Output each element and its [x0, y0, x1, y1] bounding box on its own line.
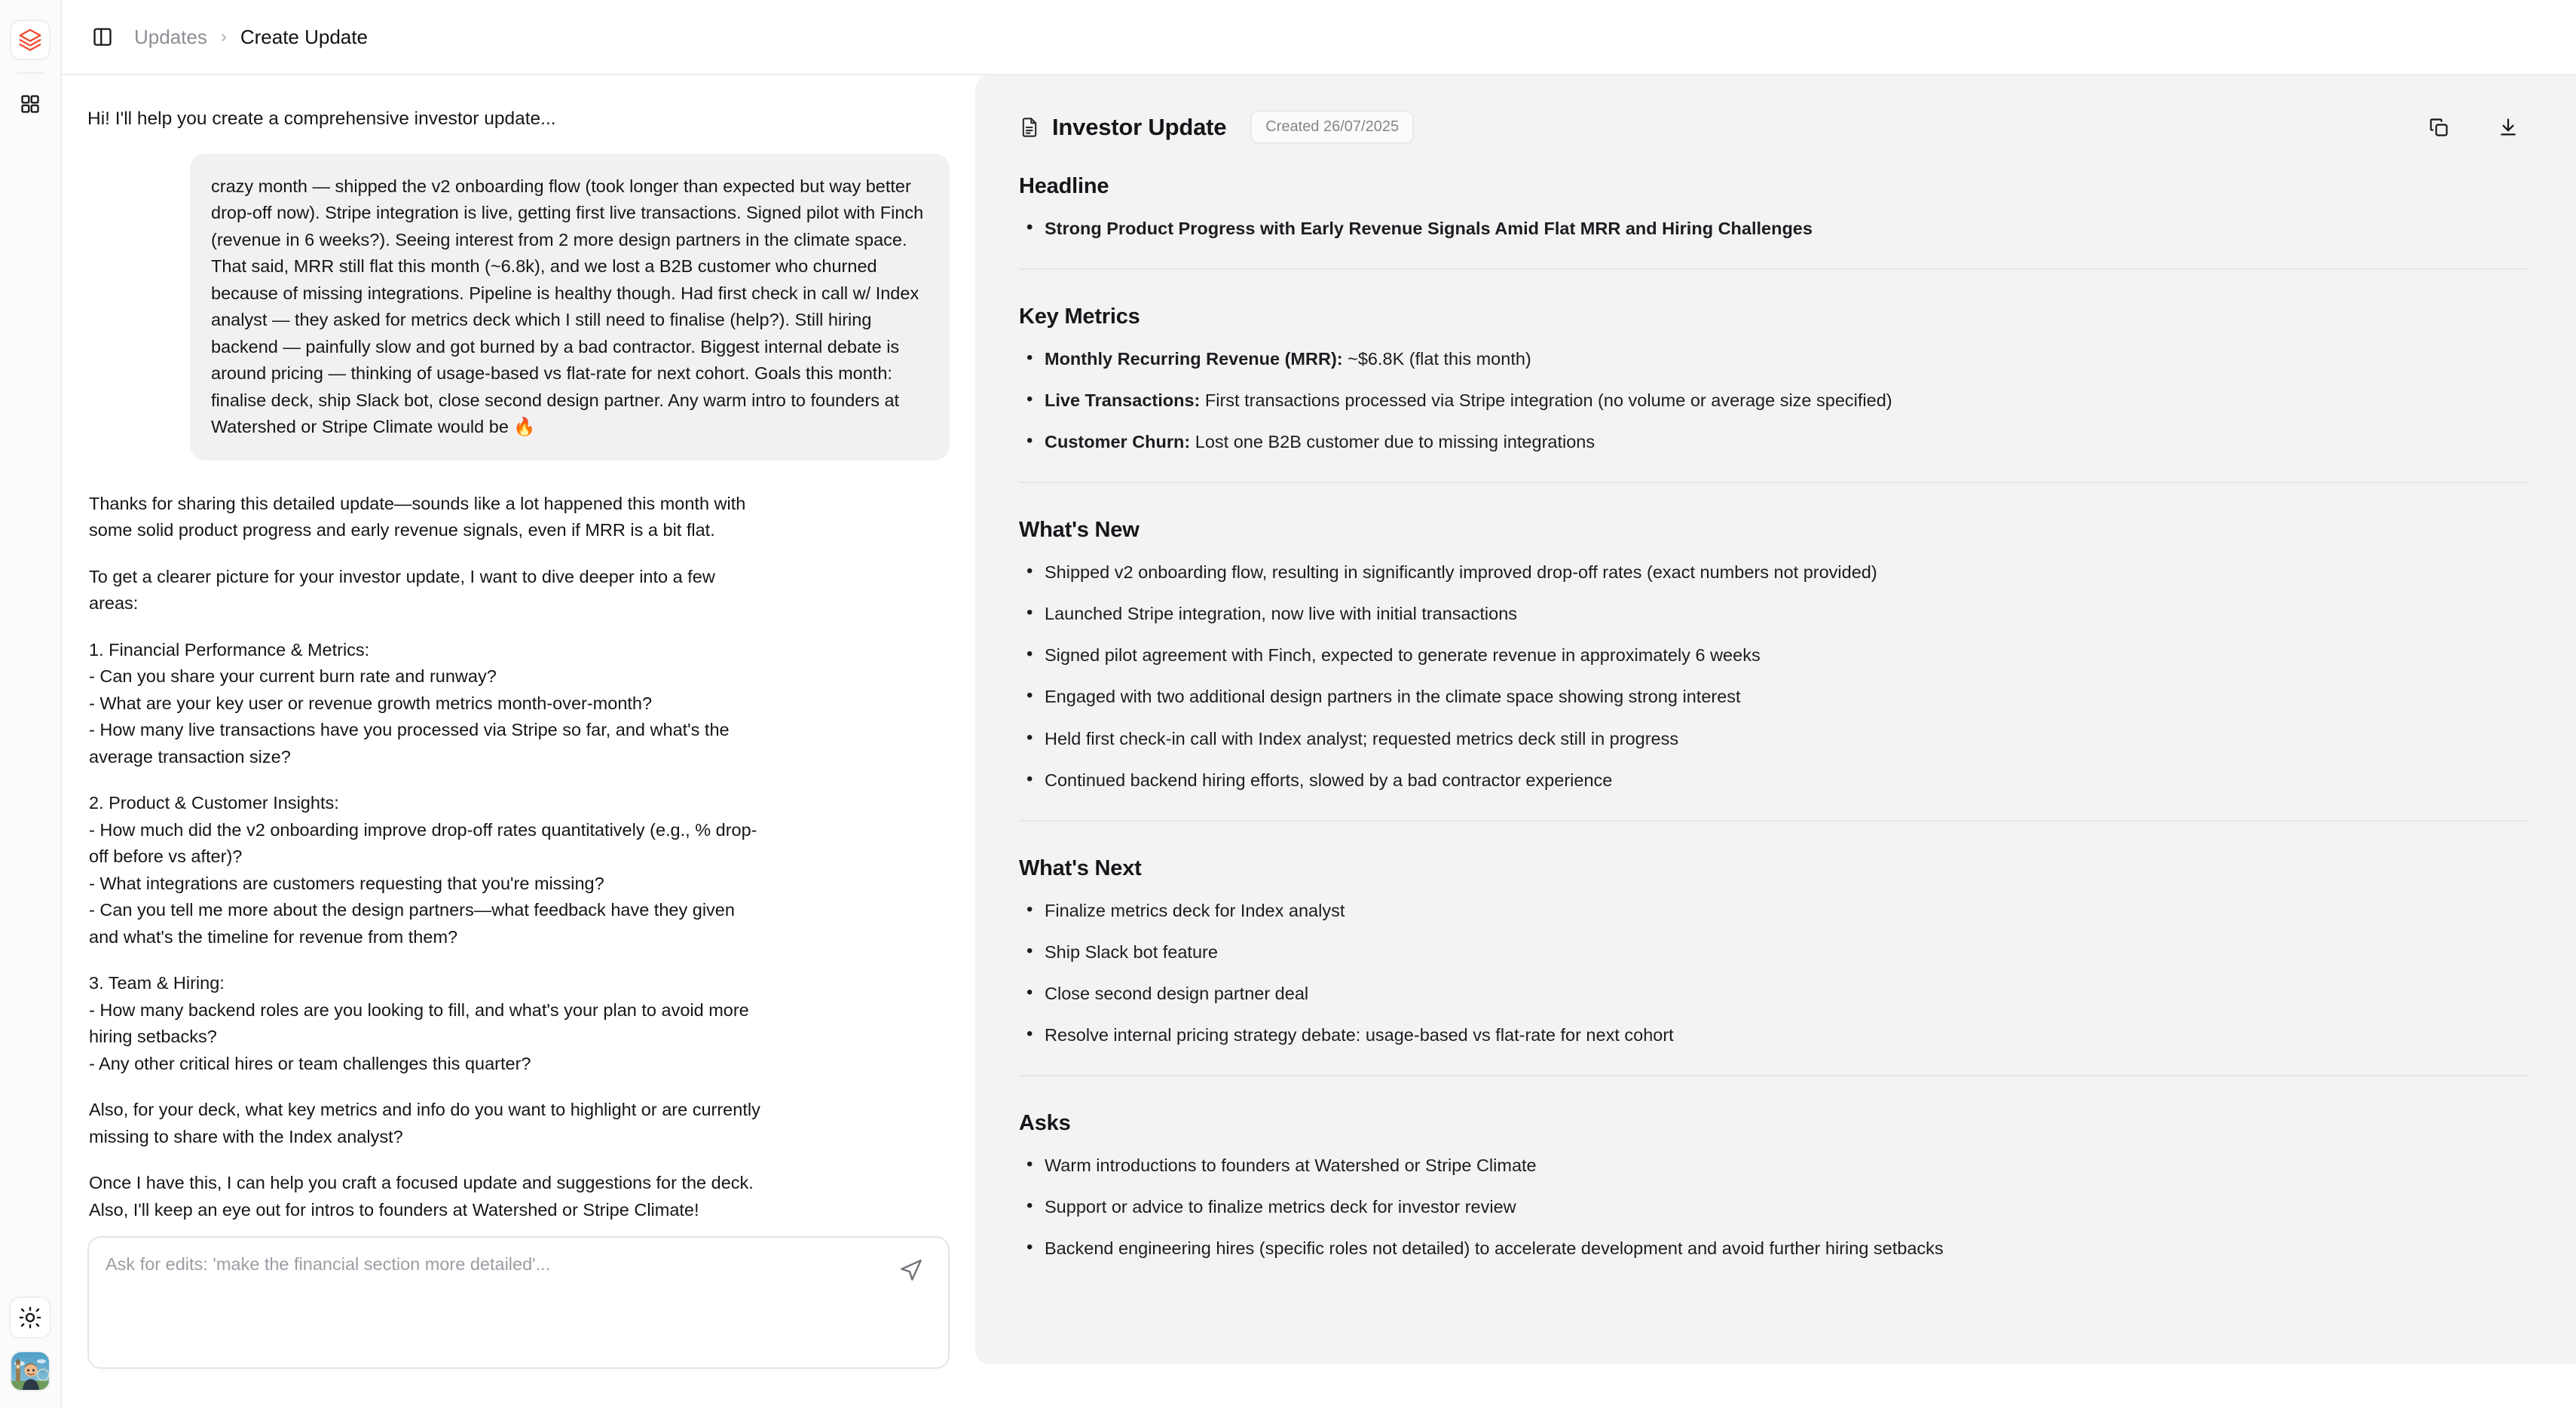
assistant-section-1-line-2: - What are your key user or revenue growth metrics month-over-month?: [89, 693, 653, 713]
document-actions: [2424, 112, 2529, 142]
layers-stack-icon: [18, 28, 42, 52]
chat-intro-message: Hi! I'll help you create a comprehensive investor update...: [87, 109, 556, 129]
assistant-closing-line-2: Also, I'll keep an eye out for intros to founders at Watershed or Stripe Climate!: [89, 1199, 699, 1220]
breadcrumb: [134, 26, 368, 49]
list-item: [1019, 767, 2529, 793]
assistant-section-3-title: 3. Team & Hiring:: [89, 973, 225, 993]
list-item-label: Customer Churn:: [1045, 432, 1191, 452]
section-list: [1019, 559, 2529, 792]
list-item-text: First transactions processed via Stripe integration (no volume or average size specified): [1200, 390, 1892, 411]
document-section: [1019, 268, 2529, 482]
user-avatar-image: [11, 1352, 49, 1390]
list-item: [1019, 726, 2529, 751]
list-item-text: Backend engineering hires (specific roles not detailed) to accelerate development and avoid further hiring setbacks: [1045, 1238, 1944, 1258]
list-item: [1019, 601, 2529, 626]
assistant-section-team: [89, 970, 767, 1077]
section-heading: What's Next: [1019, 856, 1142, 880]
list-item: [1019, 1235, 2529, 1261]
grid-apps-icon: [20, 93, 41, 115]
user-message-row: [87, 154, 950, 461]
list-item: [1019, 684, 2529, 709]
list-item: [1019, 1152, 2529, 1178]
breadcrumb-parent[interactable]: Updates: [134, 25, 207, 48]
assistant-section-2-line-2: - What integrations are customers requesting that you're missing?: [89, 873, 604, 893]
left-rail: [0, 0, 62, 1408]
assistant-paragraph-1: Thanks for sharing this detailed update—sounds like a lot happened this month with some solid product progress and early revenue signals, even if MRR is a bit flat.: [89, 493, 746, 540]
assistant-section-3-line-2: - Any other critical hires or team challenges this quarter?: [89, 1053, 531, 1073]
top-bar: [62, 0, 2576, 75]
sidebar-item-apps[interactable]: [11, 84, 50, 124]
assistant-section-2-title: 2. Product & Customer Insights:: [89, 793, 339, 813]
list-item: [1019, 387, 2529, 413]
list-item-text: Resolve internal pricing strategy debate: usage-based vs flat-rate for next cohort: [1045, 1024, 1674, 1045]
avatar[interactable]: [10, 1351, 50, 1391]
list-item: [1019, 642, 2529, 668]
download-button[interactable]: [2493, 112, 2523, 142]
list-item-label: Live Transactions:: [1045, 390, 1201, 411]
composer[interactable]: [87, 1236, 950, 1369]
list-item-text: Strong Product Progress with Early Revenue Signals Amid Flat MRR and Hiring Challenges: [1045, 219, 1813, 238]
panel-left-icon: [92, 26, 113, 47]
list-item-text: Finalize metrics deck for Index analyst: [1045, 900, 1345, 920]
document-body: [975, 144, 2576, 1288]
section-list: [1019, 346, 2529, 455]
body-row: [62, 75, 2576, 1408]
assistant-section-financial: [89, 637, 767, 770]
assistant-closing-line-1: Once I have this, I can help you craft a focused update and suggestions for the deck.: [89, 1173, 754, 1193]
list-item-text: Shipped v2 onboarding flow, resulting in significantly improved drop-off rates (exact numbers not provided): [1045, 562, 1877, 583]
document-panel: [975, 75, 2576, 1364]
theme-toggle-button[interactable]: [9, 1296, 51, 1339]
chat-input[interactable]: [106, 1254, 880, 1275]
section-heading: Asks: [1019, 1110, 1071, 1135]
document-title: Investor Update: [1052, 113, 1227, 140]
assistant-section-1-title: 1. Financial Performance & Metrics:: [89, 639, 370, 660]
assistant-section-1-line-1: - Can you share your current burn rate and runway?: [89, 666, 497, 687]
assistant-closing: [89, 1170, 767, 1223]
app-logo[interactable]: [10, 20, 50, 60]
list-item: [1019, 1194, 2529, 1220]
assistant-section-3-line-1: - How many backend roles are you looking to fill, and what's your plan to avoid more hiring setbacks?: [89, 999, 749, 1047]
section-list: [1019, 898, 2529, 1048]
list-item-text: Held first check-in call with Index analyst; requested metrics deck still in progress: [1045, 728, 1679, 748]
section-list: [1019, 216, 2529, 241]
list-item: [1019, 429, 2529, 455]
list-item: [1019, 559, 2529, 585]
list-item-text: Lost one B2B customer due to missing integrations: [1190, 432, 1595, 452]
list-item-text: Ship Slack bot feature: [1045, 941, 1218, 962]
list-item-text: Signed pilot agreement with Finch, expected to generate revenue in approximately 6 weeks: [1045, 645, 1761, 666]
chat-scroll-area[interactable]: [62, 75, 975, 1224]
list-item: [1019, 898, 2529, 923]
document-section: [1019, 820, 2529, 1075]
list-item: [1019, 1022, 2529, 1048]
composer-wrapper: [62, 1224, 975, 1408]
panel-toggle-button[interactable]: [87, 22, 118, 52]
copy-icon: [2428, 117, 2449, 138]
section-heading: What's New: [1019, 518, 1140, 543]
section-heading: Key Metrics: [1019, 305, 1140, 329]
sun-icon: [19, 1306, 41, 1329]
document-wrapper: [975, 75, 2576, 1408]
assistant-message: [87, 491, 950, 1223]
file-text-icon: [1019, 117, 1040, 138]
assistant-section-2-line-3: - Can you tell me more about the design partners—what feedback have they given and what's the timeline for revenue from them?: [89, 900, 735, 947]
list-item-text: Warm introductions to founders at Watershed or Stripe Climate: [1045, 1155, 1537, 1175]
send-button[interactable]: [894, 1253, 929, 1287]
document-created-badge: Created 26/07/2025: [1250, 110, 1414, 144]
list-item: [1019, 216, 2529, 241]
chat-column: [62, 75, 975, 1408]
download-icon: [2498, 117, 2519, 138]
copy-button[interactable]: [2424, 112, 2454, 142]
breadcrumb-separator-icon: ›: [220, 26, 227, 47]
assistant-section-product: [89, 790, 767, 950]
list-item-text: Continued backend hiring efforts, slowed by a bad contractor experience: [1045, 770, 1613, 790]
document-section: [1019, 174, 2529, 268]
list-item: [1019, 346, 2529, 372]
document-section: [1019, 1075, 2529, 1288]
assistant-section-2-line-1: - How much did the v2 onboarding improve drop-off rates quantitatively (e.g., % drop-off before vs after)?: [89, 819, 757, 867]
list-item-text: Support or advice to finalize metrics deck for investor review: [1045, 1196, 1516, 1217]
assistant-paragraph-3: Also, for your deck, what key metrics and info do you want to highlight or are currently missing to share with the Index analyst?: [89, 1100, 760, 1146]
list-item: [1019, 939, 2529, 965]
breadcrumb-current: Create Update: [240, 25, 368, 48]
rail-divider: [17, 72, 44, 74]
document-section: [1019, 482, 2529, 819]
assistant-section-1-line-3: - How many live transactions have you processed via Stripe so far, and what's the average transaction size?: [89, 720, 730, 767]
user-message-bubble: crazy month — shipped the v2 onboarding flow (took longer than expected but way better drop-off now). Stripe integration is live, getting first live transactions. Signed pilot with Finch (revenue in 6 weeks?). Seeing interest from 2 more design partners in the climate space. That said, MRR still flat this month (~6.8k), and we lost a B2B customer who churned because of missing integrations. Pipeline is healthy though. Had first check in call w/ Index analyst — they asked for metrics deck which I still need to finalise (help?). Still hiring backend — painfully slow and got burned by a bad contractor. Biggest internal debate is around pricing — thinking of usage-based vs flat-rate for next cohort. Goals this month: finalise deck, ship Slack bot, close second design partner. Any warm intro to founders at Watershed or Stripe Climate would be 🔥: [190, 154, 950, 461]
list-item-label: Monthly Recurring Revenue (MRR):: [1045, 349, 1343, 369]
main-column: [62, 0, 2576, 1408]
list-item-text: Engaged with two additional design partners in the climate space showing strong interest: [1045, 687, 1741, 707]
list-item-text: ~$6.8K (flat this month): [1342, 349, 1531, 369]
assistant-paragraph-2: To get a clearer picture for your investor update, I want to dive deeper into a few areas:: [89, 566, 715, 614]
document-title-group: [1019, 110, 1414, 144]
list-item: [1019, 981, 2529, 1006]
list-item-text: Launched Stripe integration, now live with initial transactions: [1045, 604, 1518, 624]
list-item-text: Close second design partner deal: [1045, 983, 1309, 1003]
send-paper-plane-icon: [899, 1258, 923, 1282]
section-heading: Headline: [1019, 174, 1109, 198]
section-list: [1019, 1152, 2529, 1261]
document-header: [975, 75, 2576, 144]
